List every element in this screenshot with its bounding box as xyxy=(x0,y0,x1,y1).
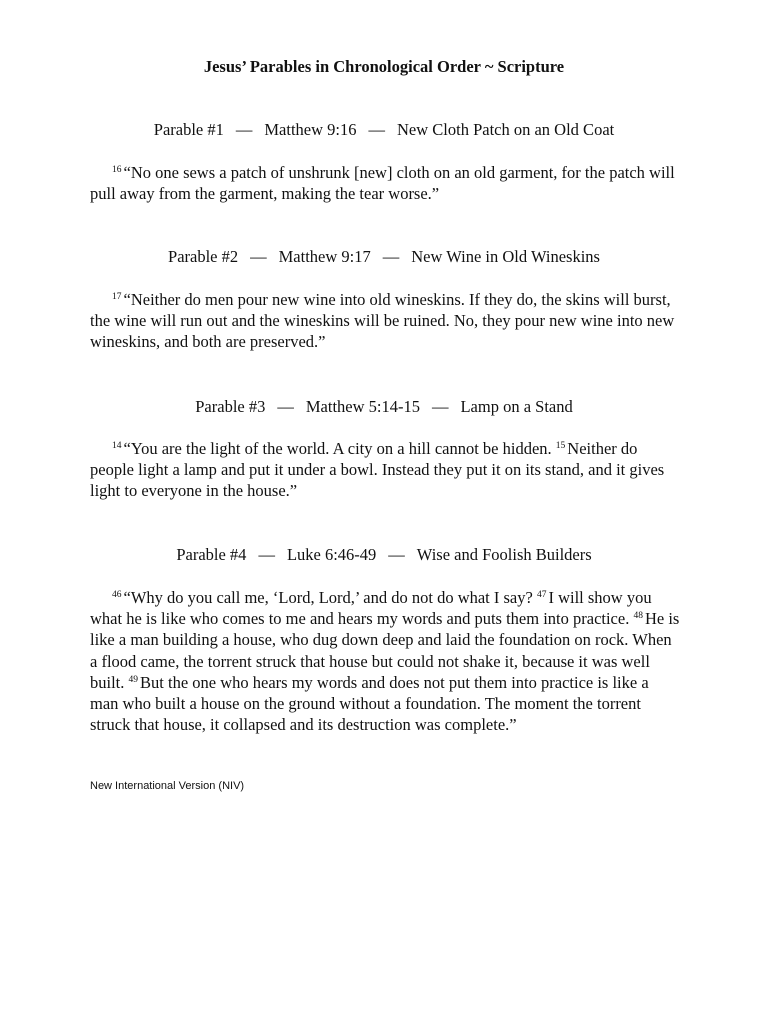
parable-name: New Wine in Old Wineskins xyxy=(411,247,600,266)
verse-text: “No one sews a patch of unshrunk [new] cloth on an old garment, for the patch will pull away from the garment, making the tear worse.” xyxy=(90,163,675,204)
parable-text-2 xyxy=(90,289,680,353)
separator: — xyxy=(431,397,449,416)
parable-text-4 xyxy=(90,587,680,735)
verse-text: “Neither do men pour new wine into old wineskins. If they do, the skins will burst, the wine will run out and the wineskins will be ruined. No, they pour new wine into new wineskins, and both are preserved.” xyxy=(90,290,675,352)
verse-text: “You are the light of the world. A city on a hill cannot be hidden. xyxy=(123,439,556,458)
verse-number: 14 xyxy=(112,441,122,451)
separator: — xyxy=(277,397,294,416)
verse-text: But the one who hears my words and does not put them into practice is like a man who built a house on the ground without a foundation. The moment the torrent struck that house, it collapsed and its destruction was complete.” xyxy=(90,672,649,735)
verse-number: 15 xyxy=(555,441,566,451)
separator: — xyxy=(368,120,385,139)
verse-number: 16 xyxy=(112,165,122,175)
parable-name: Lamp on a Stand xyxy=(460,397,573,416)
separator: — xyxy=(250,247,267,266)
separator: — xyxy=(388,545,405,564)
verse-number: 47 xyxy=(536,590,547,600)
verse-number: 46 xyxy=(112,590,122,600)
page-title: Jesus’ Parables in Chronological Order ~ Scripture xyxy=(203,57,565,76)
parable-number: Parable #1 xyxy=(153,120,224,139)
parable-heading-4 xyxy=(0,545,768,565)
parable-name: Wise and Foolish Builders xyxy=(416,545,592,564)
separator: — xyxy=(235,120,253,139)
parable-reference: Matthew 5:14-15 xyxy=(305,397,420,416)
parable-heading-3 xyxy=(0,397,768,417)
parable-reference: Matthew 9:16 xyxy=(264,120,357,139)
parable-reference: Luke 6:46-49 xyxy=(286,545,377,564)
separator: — xyxy=(258,545,275,564)
verse-number: 48 xyxy=(633,611,643,622)
parable-text-3 xyxy=(90,438,680,502)
parable-text-1 xyxy=(90,162,680,204)
separator: — xyxy=(382,247,400,266)
verse-text: “Why do you call me, ‘Lord, Lord,’ and do not do what I say? xyxy=(123,588,537,607)
verse-number: 49 xyxy=(128,674,139,685)
parable-number: Parable #2 xyxy=(168,247,239,266)
verse-number: 17 xyxy=(112,292,122,302)
parable-heading-1 xyxy=(0,120,768,140)
parable-name: New Cloth Patch on an Old Coat xyxy=(397,120,615,139)
verse-text: Neither do people light a lamp and put it under a bowl. Instead they put it on its stand, and it gives light to everyone in the house.” xyxy=(90,439,665,501)
verse-text: He is like a man building a house, who dug down deep and laid the foundation on rock. When a flood came, the torrent struck that house but could not shake it, because it was well built. xyxy=(90,609,680,692)
verse-text: I will show you what he is like who comes to me and hears my words and puts them into practice. xyxy=(90,588,652,629)
parable-number: Parable #3 xyxy=(195,397,266,416)
parable-reference: Matthew 9:17 xyxy=(278,247,371,266)
parable-number: Parable #4 xyxy=(176,545,247,564)
translation-note: New International Version (NIV) xyxy=(90,780,245,792)
parable-heading-2 xyxy=(0,247,768,267)
